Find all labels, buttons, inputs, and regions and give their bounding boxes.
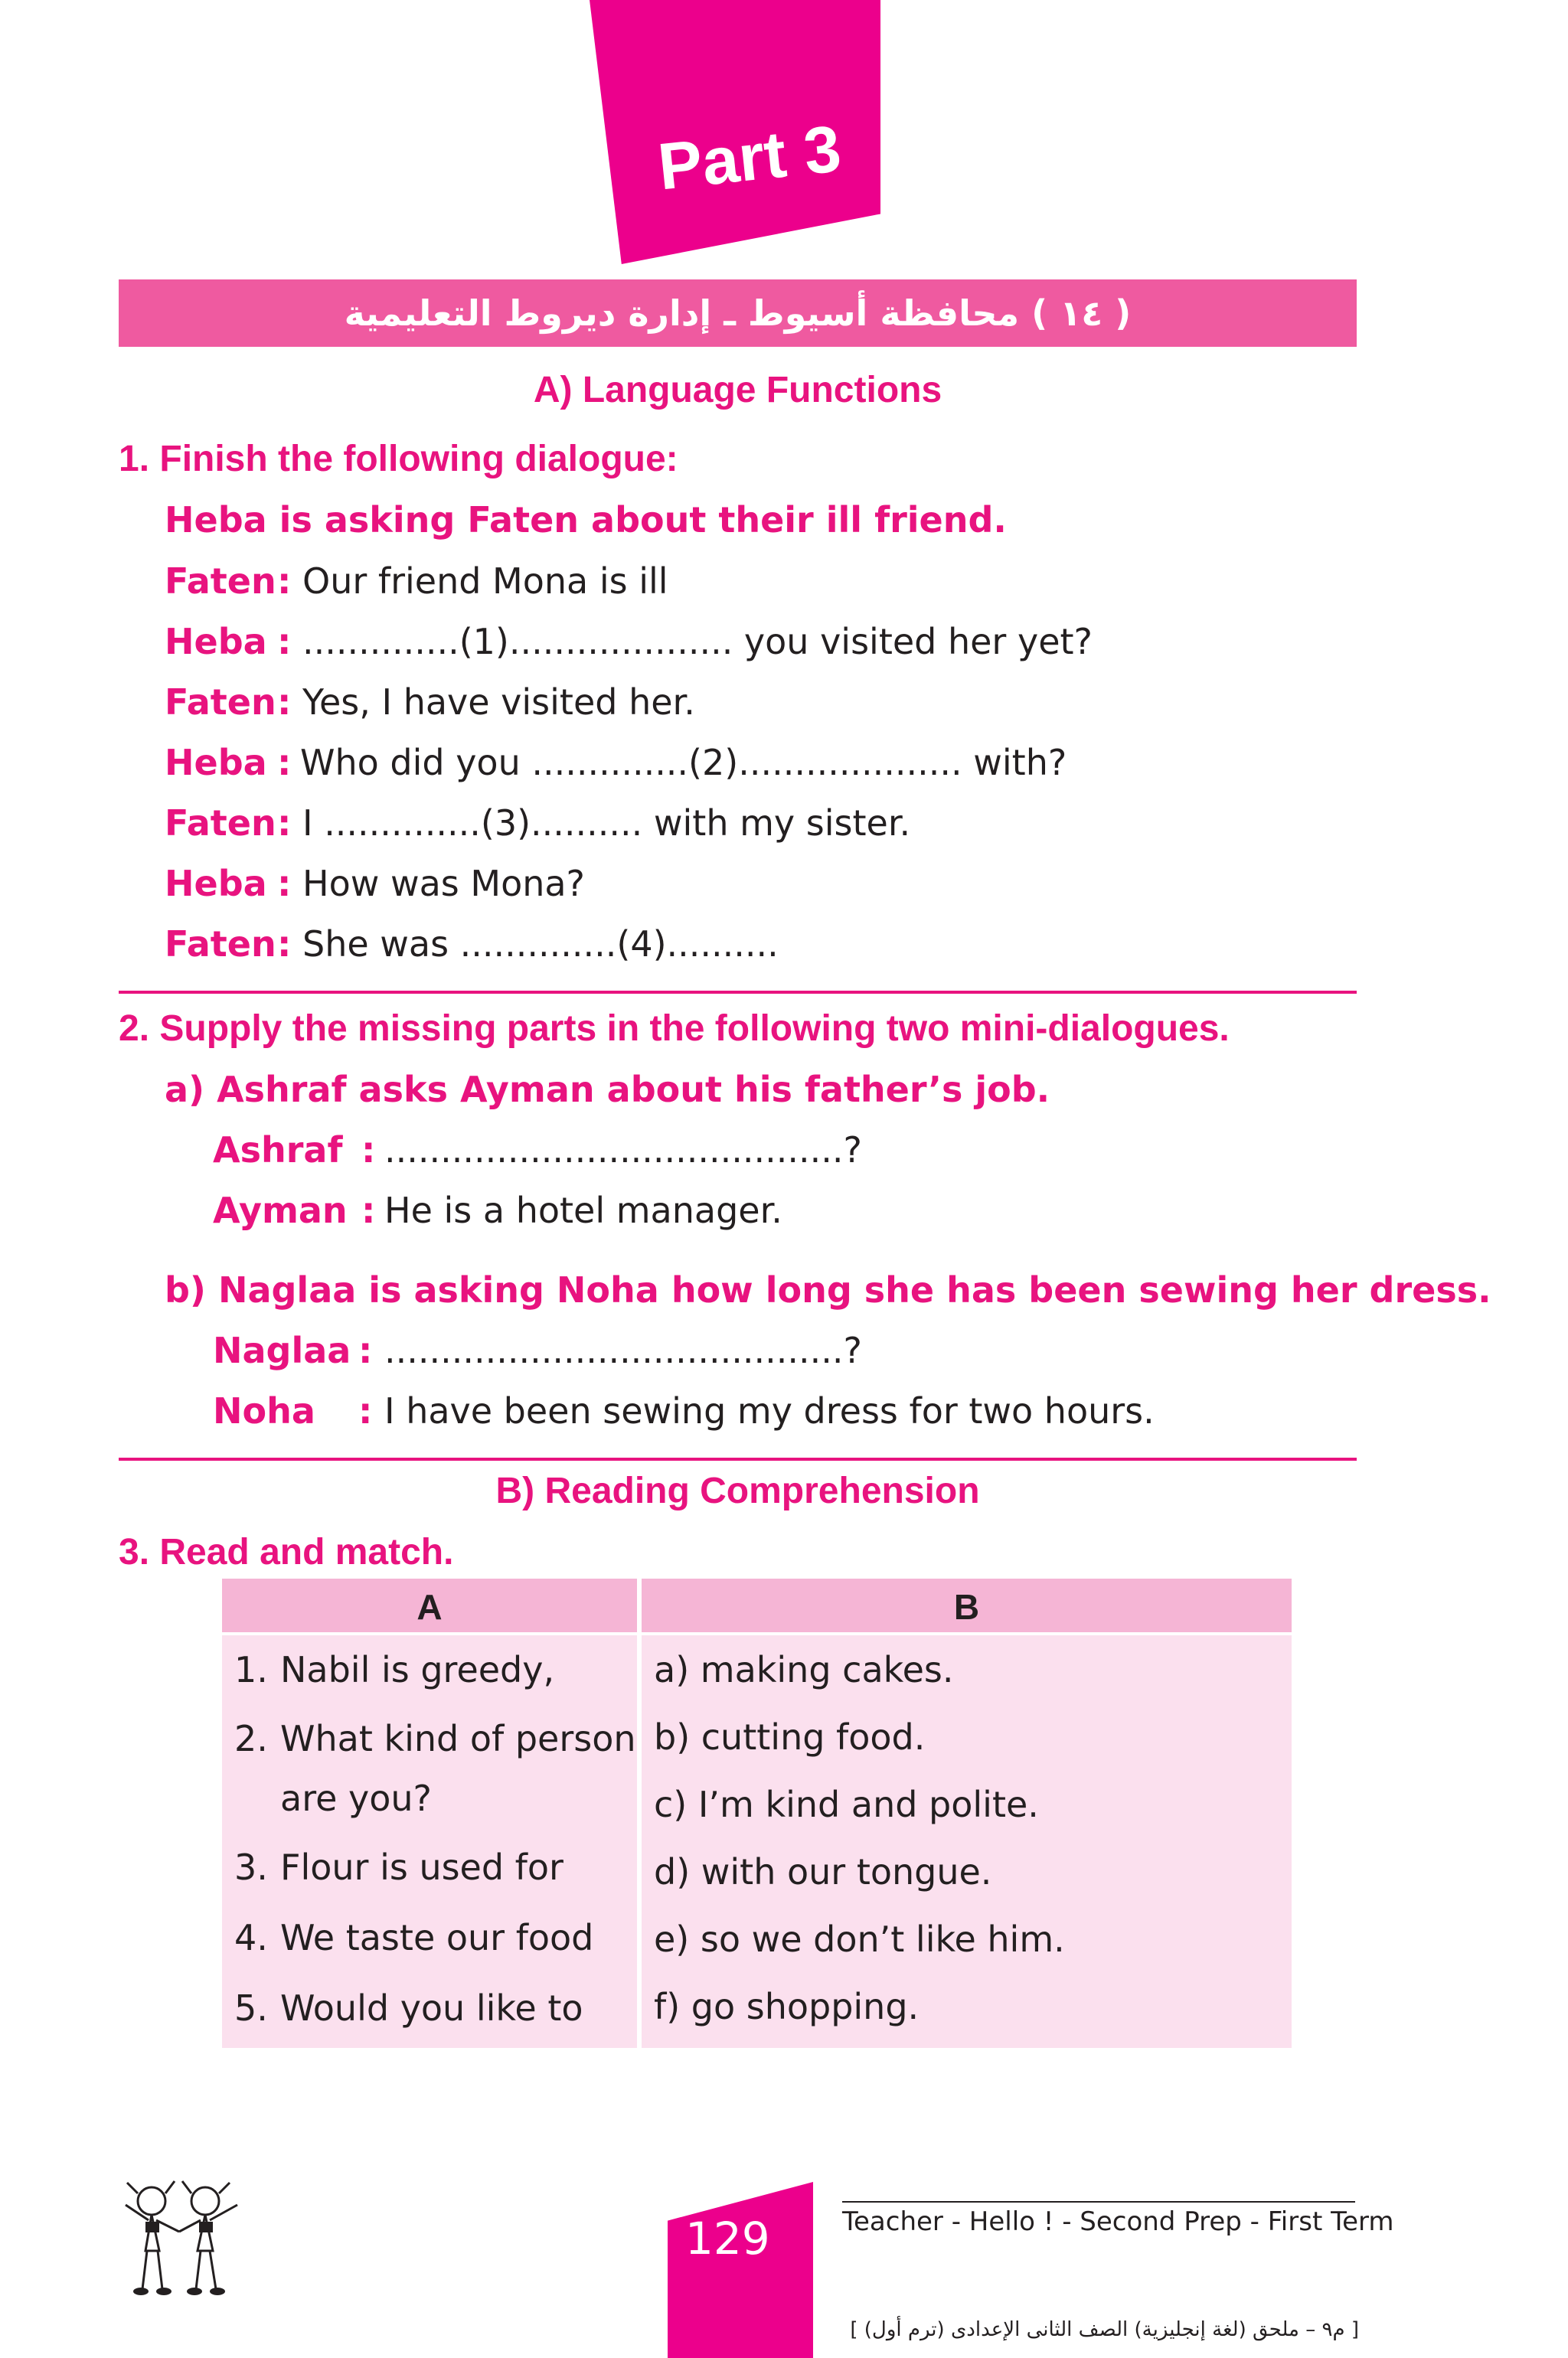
item-text: We taste our food [280, 1917, 594, 1958]
dialogue-line [0, 1390, 1568, 1436]
item-text: Would you like to [280, 1987, 583, 2029]
speaker-label: Faten [165, 802, 276, 844]
speaker-label: Ayman [213, 1190, 348, 1231]
item-number: 2. [234, 1718, 268, 1759]
colon: : [277, 863, 292, 904]
divider [119, 1458, 1357, 1461]
item-text: are you? [280, 1778, 432, 1819]
dialogue-text: I have been sewing my dress for two hours. [384, 1390, 1155, 1432]
dialogue-line [0, 681, 1568, 727]
kids-illustration [115, 2174, 249, 2301]
governorate-banner [119, 279, 1357, 347]
divider [119, 991, 1357, 994]
item-text: Nabil is greedy, [280, 1649, 555, 1690]
dialogue-line [0, 863, 1568, 909]
dialogue-text: He is a hotel manager. [384, 1190, 782, 1231]
dialogue-text: Who did you ..............(2).................... with? [300, 742, 1067, 783]
speaker-label: Faten [165, 560, 276, 602]
colon: : [277, 742, 292, 783]
item-number: 1. [234, 1649, 268, 1690]
match-table [222, 1579, 1292, 2048]
colon: : [277, 560, 292, 602]
match-option: f) go shopping. [654, 1986, 920, 2027]
column-b-body [642, 1635, 1292, 2048]
speaker-label: Naglaa [213, 1330, 351, 1371]
q1-title: 1. Finish the following dialogue: [119, 439, 678, 479]
speaker-label: Heba [165, 621, 267, 662]
match-option: c) I’m kind and polite. [654, 1784, 1039, 1825]
colon: : [358, 1390, 373, 1432]
item-number: 5. [234, 1987, 268, 2029]
colon: : [277, 681, 292, 723]
match-option: a) making cakes. [654, 1649, 954, 1690]
footer-rule [842, 2201, 1355, 2203]
speaker-label: Noha [213, 1390, 315, 1432]
section-a-heading: A) Language Functions [533, 370, 942, 410]
footer-arabic-note: [ م٩ – ملحق (لغة إنجليزية) الصف الثانى الإعدادى (ترم أول) ] [850, 2318, 1359, 2341]
dialogue-line [0, 923, 1568, 969]
section-b-heading: B) Reading Comprehension [495, 1471, 980, 1511]
column-b-header [642, 1579, 1292, 1632]
speaker-label: Heba [165, 863, 267, 904]
banner-text: ( ١٤ ) محافظة أسيوط ـ إدارة ديروط التعليمية [344, 292, 1132, 334]
q1-intro: Heba is asking Faten about their ill friend. [165, 499, 1007, 541]
dialogue-line [0, 742, 1568, 788]
q2a-intro: a) Ashraf asks Ayman about his father’s job. [165, 1069, 1050, 1110]
match-option: e) so we don’t like him. [654, 1919, 1065, 1960]
dialogue-text: She was ..............(4).......... [302, 923, 779, 965]
item-number: 4. [234, 1917, 268, 1958]
book-title: Teacher - Hello ! - Second Prep - First Term [842, 2206, 1394, 2237]
item-text: What kind of person [280, 1718, 636, 1759]
column-a-header-label: A [416, 1587, 443, 1627]
item-number: 3. [234, 1847, 268, 1888]
dialogue-text: Yes, I have visited her. [302, 681, 695, 723]
dialogue-text: Our friend Mona is ill [302, 560, 668, 602]
item-text: Flour is used for [280, 1847, 564, 1888]
colon: : [277, 923, 292, 965]
speaker-label: Faten [165, 681, 276, 723]
speaker-label: Ashraf [213, 1129, 343, 1171]
part-title: Part 3 [655, 112, 844, 204]
speaker-label: Faten [165, 923, 276, 965]
match-option: b) cutting food. [654, 1716, 926, 1758]
dialogue-text: ..............(1).................... you visited her yet? [302, 621, 1093, 662]
dialogue-text: .........................................? [384, 1330, 862, 1371]
dialogue-line [0, 1129, 1568, 1175]
column-a-header [222, 1579, 637, 1632]
dialogue-line [0, 1190, 1568, 1236]
dialogue-line [0, 1330, 1568, 1376]
dialogue-line [0, 802, 1568, 848]
q2-title: 2. Supply the missing parts in the following two mini-dialogues. [119, 1008, 1230, 1049]
match-option: d) with our tongue. [654, 1851, 992, 1893]
colon: : [361, 1129, 376, 1171]
q2b-intro: b) Naglaa is asking Noha how long she has been sewing her dress. [165, 1269, 1491, 1311]
colon: : [277, 621, 292, 662]
colon: : [361, 1190, 376, 1231]
page-number: 129 [685, 2213, 770, 2265]
dialogue-line [0, 621, 1568, 667]
q3-title: 3. Read and match. [119, 1532, 454, 1573]
column-b-header-label: B [953, 1587, 980, 1627]
dialogue-text: I ..............(3).......... with my sister. [302, 802, 911, 844]
dialogue-text: How was Mona? [302, 863, 585, 904]
speaker-label: Heba [165, 742, 267, 783]
column-a-body [222, 1635, 637, 2048]
dialogue-text: .........................................? [384, 1129, 862, 1171]
dialogue-line [0, 560, 1568, 606]
colon: : [277, 802, 292, 844]
colon: : [358, 1330, 373, 1371]
